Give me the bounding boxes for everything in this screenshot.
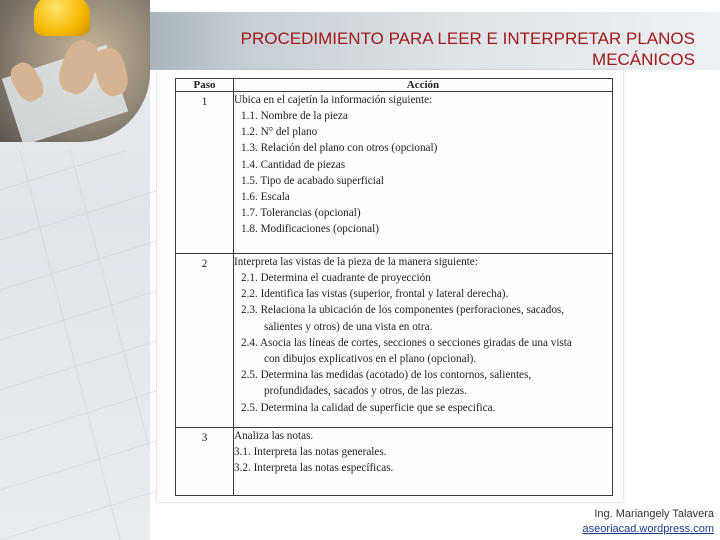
step-number: 3 bbox=[201, 432, 208, 444]
list-item-continuation: profundidades, sacados y otros, de las piezas. bbox=[264, 385, 467, 398]
step-heading: Interpreta las vistas de la pieza de la manera siguiente: bbox=[234, 256, 478, 268]
procedure-table bbox=[175, 78, 613, 496]
author-name: Ing. Mariangely Talavera bbox=[594, 508, 714, 520]
header-accion: Acción bbox=[234, 79, 613, 92]
header-paso: Paso bbox=[176, 79, 234, 92]
list-item-continuation: salientes y otros) de una vista en otra. bbox=[264, 320, 433, 333]
slide-title: PROCEDIMIENTO PARA LEER E INTERPRETAR PLANOS MECÁNICOS bbox=[240, 29, 695, 68]
list-item: 2.3. Relaciona la ubicación de los componentes (perforaciones, sacados, bbox=[241, 304, 565, 317]
list-item-continuation: con dibujos explicativos en el plano (opcional). bbox=[264, 353, 477, 366]
step-heading: Analiza las notas. bbox=[234, 430, 314, 442]
list-item: 2.2. Identifica las vistas (superior, frontal y lateral derecha). bbox=[241, 288, 509, 301]
table-row bbox=[176, 428, 613, 496]
list-item: 2.1. Determina el cuadrante de proyección bbox=[241, 272, 431, 284]
list-item: 2.5. Determina la calidad de superficie que se especifica. bbox=[241, 401, 496, 414]
list-item: 1.5. Tipo de acabado superficial bbox=[241, 174, 384, 187]
step-heading: Ubica en el cajetín la información siguiente: bbox=[234, 94, 433, 106]
list-item: 1.2. N° del plano bbox=[241, 126, 318, 139]
list-item: 1.8. Modificaciones (opcional) bbox=[241, 223, 379, 236]
step-number: 2 bbox=[201, 258, 208, 270]
table-row bbox=[176, 92, 613, 254]
list-item: 2.5. Determina las medidas (acotado) de los contornos, salientes, bbox=[241, 369, 532, 382]
engineers-photo bbox=[0, 0, 150, 142]
table-row bbox=[176, 254, 613, 428]
scanned-document bbox=[157, 70, 623, 502]
footer-credits bbox=[583, 507, 714, 537]
list-item: 1.3. Relación del plano con otros (opcional) bbox=[241, 142, 438, 155]
list-item: 1.4. Cantidad de piezas bbox=[241, 158, 346, 171]
list-item: 1.7. Tolerancias (opcional) bbox=[241, 207, 361, 220]
step-number: 1 bbox=[201, 96, 208, 108]
background-pattern bbox=[0, 150, 160, 540]
list-item: 3.1. Interpreta las notas generales. bbox=[234, 446, 387, 458]
list-item: 3.2. Interpreta las notas específicas. bbox=[234, 462, 394, 475]
list-item: 2.4. Asocia las líneas de cortes, secciones o secciones giradas de una vista bbox=[241, 336, 572, 349]
list-item: 1.1. Nombre de la pieza bbox=[241, 110, 348, 122]
list-item: 1.6. Escala bbox=[241, 191, 290, 204]
website-link[interactable]: aseoriacad.wordpress.com bbox=[582, 523, 714, 535]
hard-hat-icon bbox=[34, 0, 90, 36]
